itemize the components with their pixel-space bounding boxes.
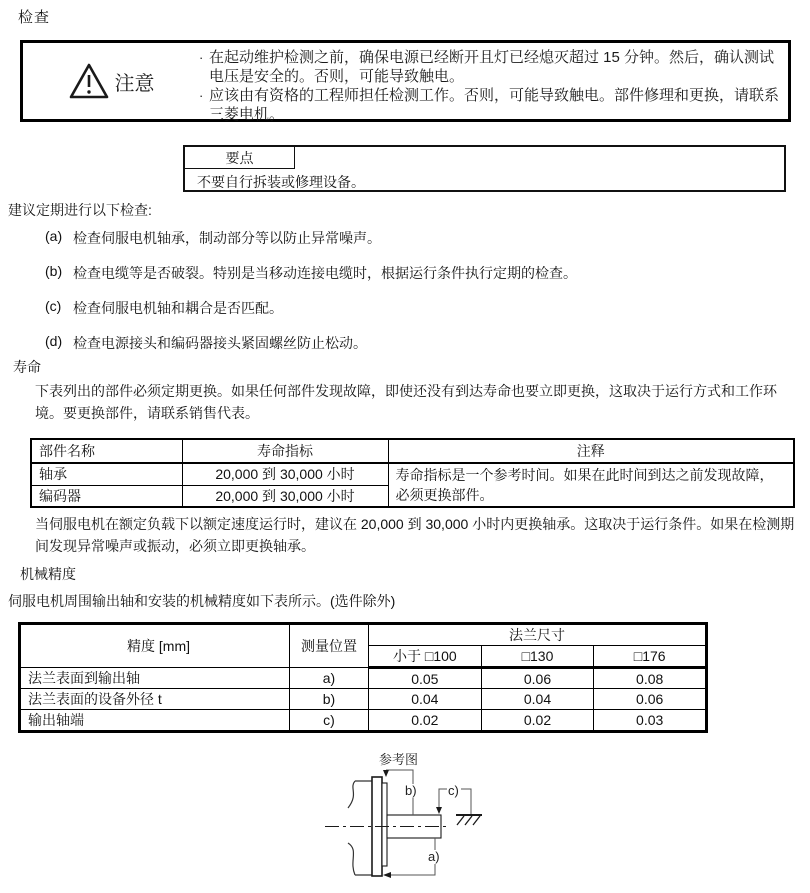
accuracy-item-cell: 输出轴端 xyxy=(20,710,290,732)
table-row xyxy=(20,668,707,689)
accuracy-value-cell: 0.08 xyxy=(594,668,707,689)
accuracy-col-header: 测量位置 xyxy=(290,624,369,668)
life-outro-paragraph: 当伺服电机在额定负载下以额定速度运行时，建议在 20,000 到 30,000 小时内更换轴承。这取决于运行条件。如果在检测期间发现异常噪声或振动，必须立即更换轴承。 xyxy=(35,516,795,554)
check-item-text: 检查电缆等是否破裂。特别是当移动连接电缆时，根据运行条件执行定期的检查。 xyxy=(73,265,577,281)
flange-shaft-diagram-icon xyxy=(306,746,516,890)
life-part-cell: 编码器 xyxy=(31,485,182,507)
flange-size-header: 小于 □100 xyxy=(369,646,482,668)
accuracy-section-heading: 机械精度 xyxy=(20,566,76,582)
label-b: b) xyxy=(405,783,417,798)
accuracy-value-cell: 0.02 xyxy=(481,710,594,732)
accuracy-value-cell: 0.04 xyxy=(369,689,482,710)
accuracy-pos-cell: c) xyxy=(290,710,369,732)
life-note-cell: 寿命指标是一个参考时间。如果在此时间到达之前发现故障，必须更换部件。 xyxy=(388,463,794,507)
flange-size-header: □176 xyxy=(594,646,707,668)
check-item-label: (a) xyxy=(45,228,63,244)
caution-box xyxy=(20,40,791,122)
accuracy-intro: 伺服电机周围输出轴和安装的机械精度如下表所示。(选件除外) xyxy=(8,593,396,609)
life-section-heading: 寿命 xyxy=(13,359,41,375)
check-item-label: (b) xyxy=(45,263,63,279)
accuracy-value-cell: 0.06 xyxy=(481,668,594,689)
flange-size-group-header: 法兰尺寸 xyxy=(369,624,707,646)
diagram-title: 参考图 xyxy=(379,752,419,767)
check-item-label: (c) xyxy=(45,298,62,314)
life-intro-paragraph: 下表列出的部件必须定期更换。如果任何部件发现故障，即使还没有到达寿命也要立即更换，这取决于运行方式和工作环境。要更换部件，请联系销售代表。 xyxy=(35,383,777,421)
accuracy-value-cell: 0.02 xyxy=(369,710,482,732)
accuracy-header-row xyxy=(20,624,707,646)
life-value-cell: 20,000 到 30,000 小时 xyxy=(182,463,388,485)
life-col-header: 部件名称 xyxy=(31,439,182,463)
check-item-text: 检查伺服电机轴和耦合是否匹配。 xyxy=(73,300,283,316)
check-item-b xyxy=(45,263,577,283)
reference-figure xyxy=(306,746,516,890)
life-col-header: 寿命指标 xyxy=(182,439,388,463)
accuracy-pos-cell: a) xyxy=(290,668,369,689)
check-item-c xyxy=(45,298,283,318)
accuracy-value-cell: 0.06 xyxy=(594,689,707,710)
bullet-dot-icon: · xyxy=(199,88,204,103)
caution-bullet-text: 在起动维护检测之前，确保电源已经断开且灯已经熄灭超过 15 分钟。然后，确认测试电压是安全的。否则，可能导致触电。 xyxy=(209,49,775,85)
caution-bullet xyxy=(199,86,780,124)
accuracy-col-header: 精度 [mm] xyxy=(20,624,290,668)
life-table xyxy=(30,438,795,508)
caution-label-area xyxy=(23,43,199,119)
point-box xyxy=(183,145,786,192)
caution-bullet-text: 应该由有资格的工程师担任检测工作。否则，可能导致触电。部件修理和更换，请联系三菱电机。 xyxy=(209,87,780,123)
accuracy-value-cell: 0.05 xyxy=(369,668,482,689)
table-row xyxy=(20,710,707,732)
warning-triangle-icon xyxy=(68,62,110,100)
accuracy-item-cell: 法兰表面的设备外径 t xyxy=(20,689,290,710)
life-part-cell: 轴承 xyxy=(31,463,182,485)
flange-size-header: □130 xyxy=(481,646,594,668)
accuracy-value-cell: 0.03 xyxy=(594,710,707,732)
point-tab-label: 要点 xyxy=(185,147,295,169)
life-col-header: 注释 xyxy=(388,439,794,463)
caution-bullet xyxy=(199,48,780,86)
life-table-header-row xyxy=(31,439,794,463)
caution-text xyxy=(199,43,788,123)
accuracy-table xyxy=(18,622,708,733)
label-a: a) xyxy=(428,849,440,864)
life-value-cell: 20,000 到 30,000 小时 xyxy=(182,485,388,507)
label-c: c) xyxy=(448,783,459,798)
bullet-dot-icon: · xyxy=(199,50,204,65)
table-row xyxy=(31,463,794,485)
accuracy-value-cell: 0.04 xyxy=(481,689,594,710)
accuracy-pos-cell: b) xyxy=(290,689,369,710)
page-title: 检查 xyxy=(18,9,51,26)
check-item-text: 检查电源接头和编码器接头紧固螺丝防止松动。 xyxy=(73,335,367,351)
point-text: 不要自行拆装或修理设备。 xyxy=(197,174,365,190)
checks-intro: 建议定期进行以下检查: xyxy=(8,202,152,218)
check-item-a xyxy=(45,228,381,248)
accuracy-item-cell: 法兰表面到输出轴 xyxy=(20,668,290,689)
check-item-d xyxy=(45,333,367,353)
table-row xyxy=(20,689,707,710)
check-item-text: 检查伺服电机轴承，制动部分等以防止异常噪声。 xyxy=(73,230,381,246)
check-item-label: (d) xyxy=(45,333,63,349)
caution-label: 注意 xyxy=(114,72,155,95)
